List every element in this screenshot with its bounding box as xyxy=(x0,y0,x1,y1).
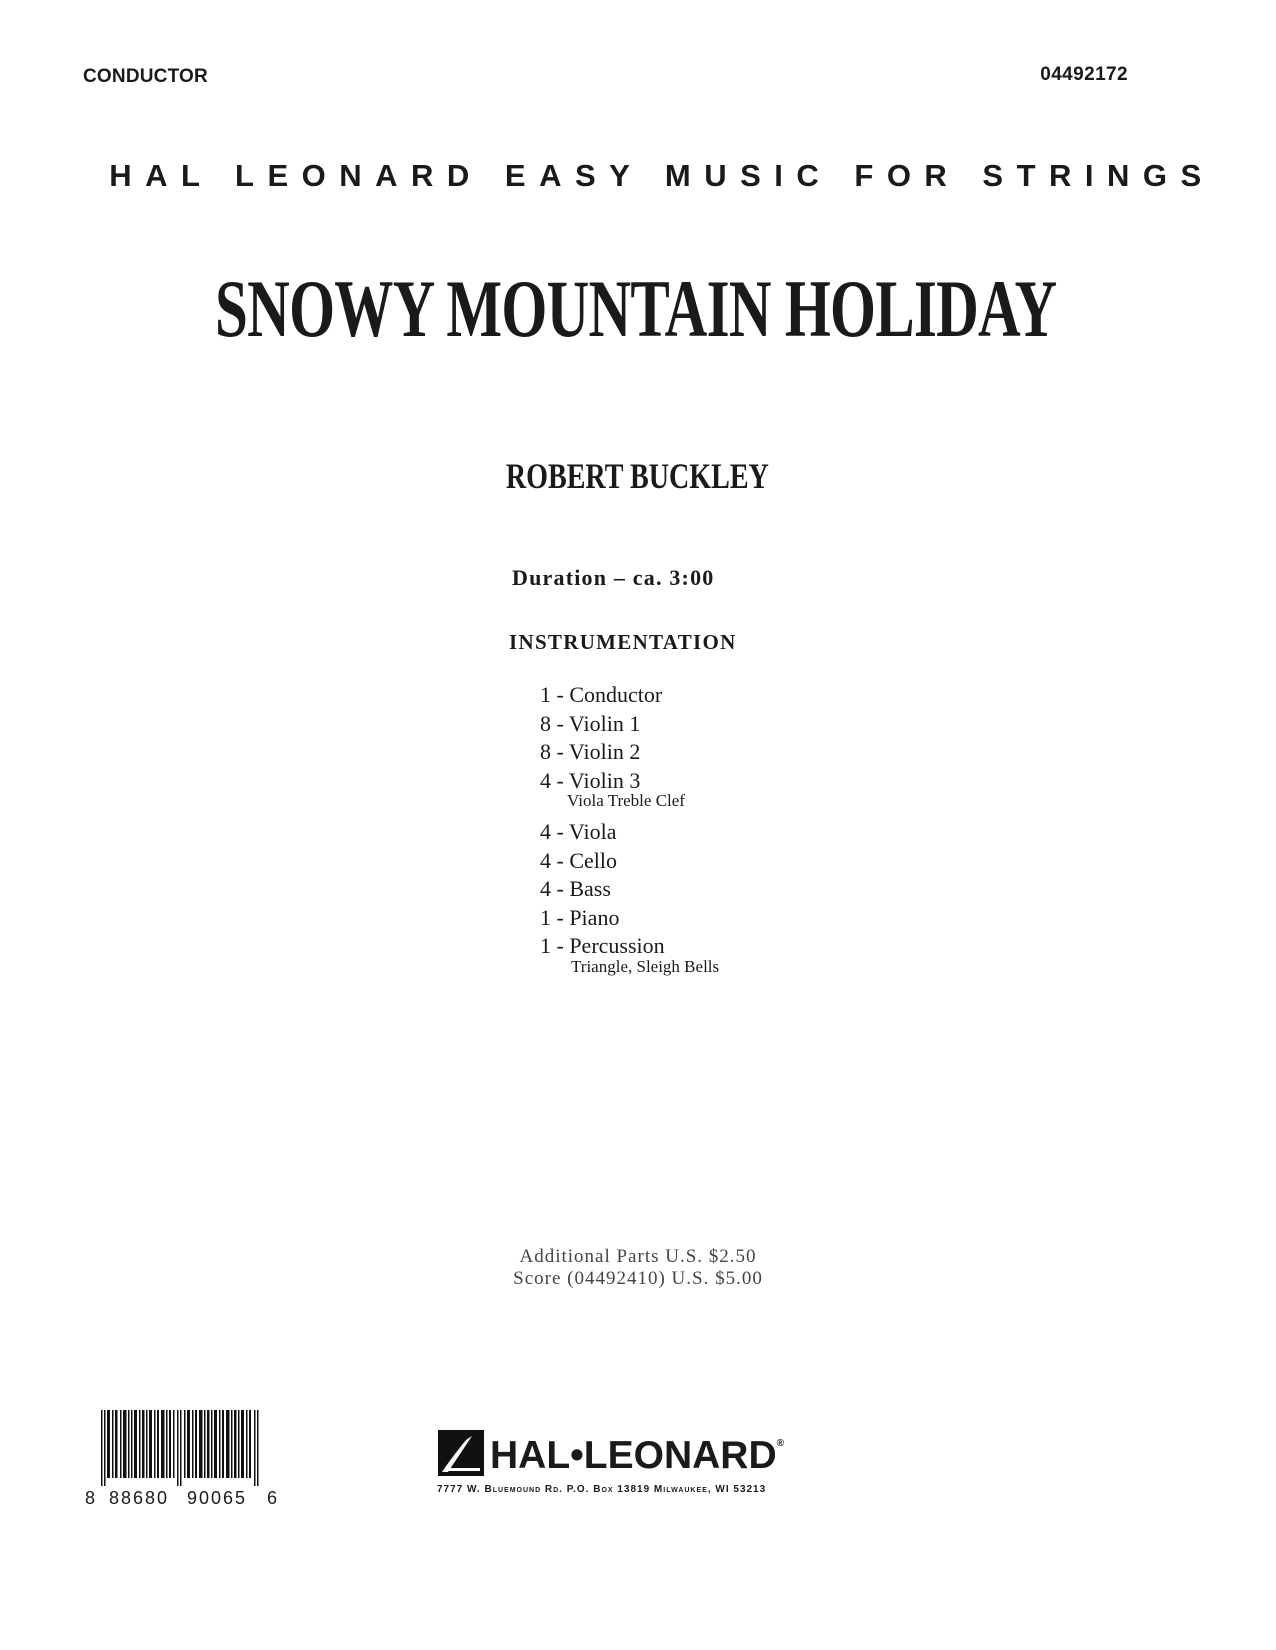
additional-parts-price: Additional Parts U.S. $2.50 xyxy=(519,1246,757,1267)
catalog-number: 04492172 xyxy=(1040,64,1128,85)
instrumentation-list xyxy=(540,681,719,984)
list-item xyxy=(540,681,719,710)
publisher-name xyxy=(490,1434,784,1478)
page-title: SNOWY MOUNTAIN HOLIDAY xyxy=(215,263,1057,354)
publisher-address: 7777 W. Bluemound Rd. P.O. Box 13819 Milwaukee, WI 53213 xyxy=(437,1484,767,1495)
composer-name: ROBERT BUCKLEY xyxy=(505,456,769,496)
barcode xyxy=(83,1410,283,1510)
hal-leonard-logo-icon xyxy=(438,1430,484,1476)
list-item xyxy=(540,818,719,847)
score-price: Score (04492410) U.S. $5.00 xyxy=(513,1268,763,1289)
instrument-line: 1 - Conductor xyxy=(540,682,663,707)
price-info xyxy=(0,1246,1276,1290)
instrument-line: 8 - Violin 1 xyxy=(540,710,641,736)
instrument-line: 8 - Violin 2 xyxy=(540,739,641,764)
barcode-bars xyxy=(101,1410,261,1486)
duration-value: – ca. 3:00 xyxy=(613,565,715,590)
instrument-line: 4 - Bass xyxy=(540,876,611,901)
registered-mark: ® xyxy=(776,1438,785,1449)
instrument-line: 4 - Violin 3 xyxy=(540,767,641,793)
duration-line xyxy=(512,565,714,591)
instrument-note: Triangle, Sleigh Bells xyxy=(571,956,720,976)
instrument-line: 4 - Cello xyxy=(540,847,617,873)
list-item xyxy=(540,767,719,811)
publisher-wordmark: HAL•LEONARD xyxy=(490,1434,777,1477)
series-title: HAL LEONARD EASY MUSIC FOR STRINGS xyxy=(109,158,1215,193)
list-item xyxy=(540,904,719,933)
instrument-line: 4 - Viola xyxy=(540,819,617,844)
instrument-line: 1 - Piano xyxy=(540,904,620,930)
part-label: CONDUCTOR xyxy=(83,66,208,87)
barcode-digits-left: 88680 xyxy=(109,1488,170,1508)
barcode-digits-right: 90065 xyxy=(187,1488,248,1508)
barcode-digit-check: 6 xyxy=(267,1488,278,1508)
duration-label: Duration xyxy=(512,565,608,590)
barcode-digit-lead: 8 xyxy=(85,1488,96,1508)
instrumentation-heading: INSTRUMENTATION xyxy=(509,630,737,654)
publisher-logo xyxy=(438,1430,783,1490)
list-item xyxy=(540,875,719,904)
list-item xyxy=(540,710,719,739)
instrument-line: 1 - Percussion xyxy=(540,933,665,958)
instrument-note: Viola Treble Clef xyxy=(567,791,685,810)
list-item xyxy=(540,932,719,976)
list-item xyxy=(540,847,719,876)
list-item xyxy=(540,738,719,767)
